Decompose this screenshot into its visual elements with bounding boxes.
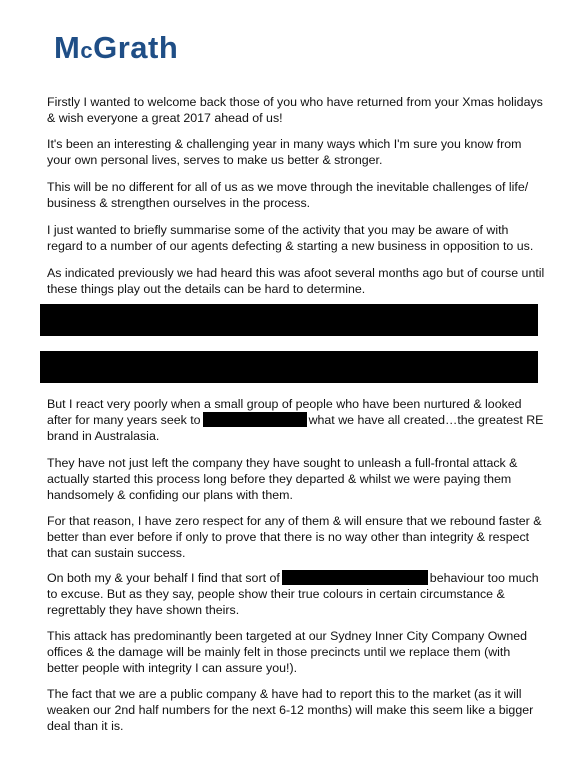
paragraph-respect: [47, 513, 547, 561]
paragraph-welcome: [47, 94, 547, 126]
text-line: But I react very poorly when a small group of people who have been nurtured & looked: [47, 397, 522, 411]
text-line: to excuse. But as they say, people show their true colours in certain circumstance &: [47, 587, 505, 601]
text-fragment: On both my & your behalf I find that sort of: [47, 571, 280, 585]
paragraph-year-review: [47, 136, 547, 168]
paragraph-react: [47, 396, 547, 444]
text-line: For that reason, I have zero respect for any of them & will ensure that we rebound faster &: [47, 514, 542, 528]
logo-part-c: c: [80, 38, 94, 63]
text-line: & wish everyone a great 2017 ahead of us!: [47, 111, 283, 125]
text-line: these things play out the details can be hard to determine.: [47, 282, 366, 296]
text-line: This attack has predominantly been targeted at our Sydney Inner City Company Owned: [47, 629, 528, 643]
text-fragment: behaviour too much: [429, 571, 539, 585]
paragraph-summary: [47, 222, 547, 254]
redaction-inline: [203, 412, 307, 427]
logo-part-m: M: [54, 30, 81, 65]
text-line: This will be no different for all of us as we move through the inevitable challenges of life/: [47, 180, 529, 194]
redaction-bar: [40, 304, 538, 336]
mcgrath-logo: [54, 32, 178, 63]
text-fragment: what we have all created…the greatest RE: [308, 413, 544, 427]
text-line: regard to a number of our agents defecting & starting a new business in opposition to us.: [47, 239, 534, 253]
text-line: [47, 412, 547, 428]
text-line: As indicated previously we had heard this was afoot several months ago but of course until: [47, 266, 545, 280]
paragraph-public-company: [47, 686, 547, 734]
text-line: I just wanted to briefly summarise some of the activity that you may be aware of with: [47, 223, 509, 237]
paragraph-attack: [47, 455, 547, 503]
text-line: deal than it is.: [47, 719, 124, 733]
text-line: that can sustain success.: [47, 546, 186, 560]
text-line: handsomely & confiding our plans with them.: [47, 488, 293, 502]
text-line: The fact that we are a public company & have had to report this to the market (as it will: [47, 687, 522, 701]
text-line: better than ever before if only to prove that there is no way other than integrity & respect: [47, 530, 530, 544]
text-line: business & strengthen ourselves in the process.: [47, 196, 311, 210]
redaction-bar: [40, 351, 538, 383]
text-line: They have not just left the company they have sought to unleash a full-frontal attack &: [47, 456, 518, 470]
text-line: weaken our 2nd half numbers for the next 6-12 months) will make this seem like a bigger: [47, 703, 534, 717]
paragraph-behaviour: [47, 570, 547, 618]
text-line: actually started this process long before they departed & whilst we were paying them: [47, 472, 512, 486]
text-line: offices & the damage will be mainly felt in those precincts until we replace them (with: [47, 645, 511, 659]
logo-part-grath: Grath: [93, 30, 179, 65]
text-fragment: after for many years seek to: [47, 413, 201, 427]
text-line: your own personal lives, serves to make us better & stronger.: [47, 153, 383, 167]
text-line: brand in Australasia.: [47, 429, 160, 443]
redaction-inline: [282, 570, 428, 585]
paragraph-sydney: [47, 628, 547, 676]
paragraph-afoot: [47, 265, 547, 297]
paragraph-challenges: [47, 179, 547, 211]
text-line: Firstly I wanted to welcome back those of you who have returned from your Xmas holidays: [47, 95, 543, 109]
text-line: [47, 570, 547, 586]
text-line: It's been an interesting & challenging year in many ways which I'm sure you know from: [47, 137, 522, 151]
text-line: better people with integrity I can assure you!).: [47, 661, 298, 675]
text-line: regrettably they have shown theirs.: [47, 603, 240, 617]
